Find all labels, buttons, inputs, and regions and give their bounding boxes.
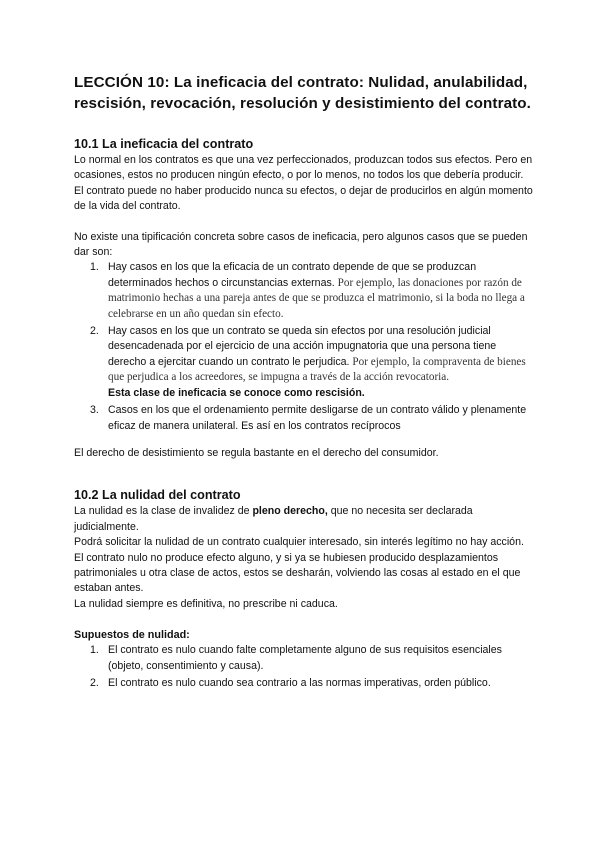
section-1-paragraph-3: No existe una tipificación concreta sobre casos de ineficacia, pero algunos casos que se pueden dar son:	[74, 230, 528, 259]
list-item-number: 2.	[90, 325, 99, 338]
section-2-heading: 10.2 La nulidad del contrato	[74, 488, 241, 503]
list-item-number: 3.	[90, 404, 99, 417]
list-item-bold-note: Esta clase de ineficacia se conoce como rescisión.	[108, 386, 365, 399]
text-run: que no necesita ser declarada judicialmente.	[74, 505, 473, 533]
lesson-title: LECCIÓN 10: La ineficacia del contrato: Nulidad, anulabilidad, rescisión, revocación, resolución y desistimiento del contrato.	[74, 74, 531, 112]
list-item-example: Por ejemplo, la compraventa de bienes que perjudica a los acreedores, se impugna a través de la acción revocatoria.	[108, 355, 526, 384]
section-2-paragraph-3: El contrato nulo no produce efecto alguno, y si ya se hubiesen producido desplazamientos patrimoniales u otra clase de actos, estos se desharán, volviendo las cosas al estado en el que estaban antes.	[74, 551, 521, 595]
section-1-paragraph-2: El contrato puede no haber producido nunca su efectos, o dejar de producirlos en algún momento de la vida del contrato.	[74, 184, 533, 213]
ineficacia-cases-list	[74, 260, 534, 433]
section-2-paragraph-4: La nulidad siempre es definitiva, no prescribe ni caduca.	[74, 597, 338, 610]
supuestos-subheading: Supuestos de nulidad:	[74, 629, 190, 642]
section-1-paragraph-4: El derecho de desistimiento se regula bastante en el derecho del consumidor.	[74, 446, 439, 459]
list-item-number: 2.	[90, 676, 99, 689]
list-item	[74, 643, 534, 674]
list-item-text: Hay casos en los que la eficacia de un contrato depende de que se produzcan determinados hechos o circunstancias externas.	[108, 261, 477, 289]
section-1-paragraph-1: Lo normal en los contratos es que una vez perfeccionados, produzcan todos sus efectos. Pero en ocasiones, estos no producen ningún efecto, o por lo menos, no todos los que debería producir.	[74, 154, 533, 182]
list-item-text: El contrato es nulo cuando falte completamente alguno de sus requisitos esenciales (objeto, consentimiento y causa).	[108, 644, 502, 672]
list-item	[74, 324, 534, 401]
list-item	[74, 676, 534, 691]
section-1-heading: 10.1 La ineficacia del contrato	[74, 137, 254, 151]
text-run: La nulidad es la clase de invalidez de	[74, 505, 253, 518]
list-item-number: 1.	[90, 644, 99, 657]
list-item-text: El contrato es nulo cuando sea contrario a las normas imperativas, orden público.	[108, 676, 491, 689]
document-page	[74, 72, 534, 693]
list-item-example: Por ejemplo, las donaciones por razón de matrimonio hechas a una pareja antes de que se produzca el matrimonio, si la boda no llega a celebrarse en un año quedan sin efecto.	[108, 276, 525, 320]
list-item-number: 1.	[90, 261, 99, 274]
list-item	[74, 260, 534, 322]
list-item	[74, 403, 534, 434]
list-item-text: Hay casos en los que un contrato se queda sin efectos por una resolución judicial desencadenada por el ejercicio de una acción impugnatoria que una persona tiene derecho a ejercitar cuando un contrato le perjudica.	[108, 325, 497, 368]
section-2-paragraph-1	[74, 504, 534, 535]
list-item-text: Casos en los que el ordenamiento permite desligarse de un contrato válido y plenamente eficaz de manera unilateral. Es así en los contratos recíprocos	[108, 404, 527, 432]
bold-text-run: pleno derecho,	[252, 505, 328, 518]
nulidad-cases-list	[74, 643, 534, 691]
section-2-paragraph-2: Podrá solicitar la nulidad de un contrato cualquier interesado, sin interés legítimo no hay acción.	[74, 536, 524, 549]
